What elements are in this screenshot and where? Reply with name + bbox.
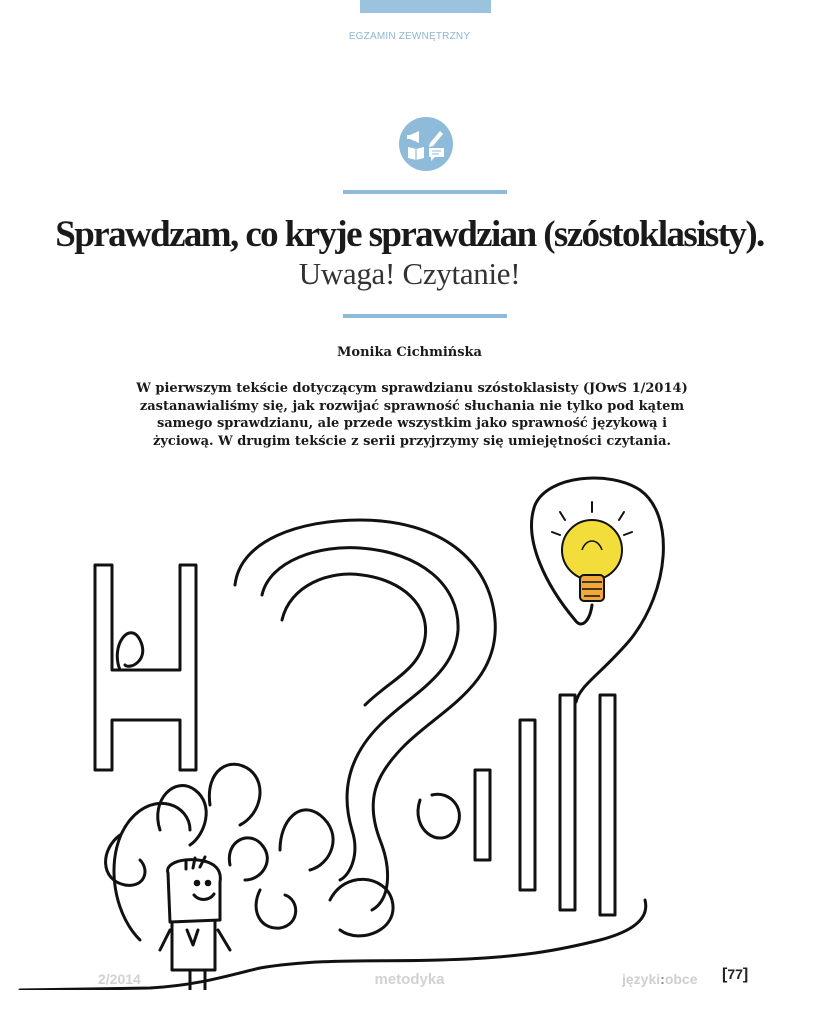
page-bracket-close: ] bbox=[742, 966, 749, 983]
category-badge bbox=[399, 117, 453, 171]
footer-brand bbox=[622, 971, 698, 987]
page-bracket-open: [ bbox=[722, 966, 728, 983]
lightbulb-icon bbox=[552, 502, 632, 601]
footer-brand-a: języki bbox=[622, 971, 661, 987]
article-subtitle: Uwaga! Czytanie! bbox=[298, 256, 521, 291]
title-rule-top bbox=[343, 190, 507, 194]
footer-brand-b: obce bbox=[664, 971, 698, 987]
footer-issue: 2/2014 bbox=[98, 971, 141, 987]
maze-lightbulb-man-illustration bbox=[0, 470, 819, 990]
footer-section: metodyka bbox=[374, 971, 445, 988]
title-rule-bottom bbox=[343, 314, 507, 318]
article-author: Monika Cichmińska bbox=[337, 345, 482, 360]
footer-brand-sep: : bbox=[660, 971, 665, 987]
article-lead: W pierwszym tekście dotyczącym sprawdzianu szóstoklasisty (JOwS 1/2014) zastanawialiśmy się, jak rozwijać sprawność słuchania nie tylko pod kątem samego sprawdzianu, ale przede wszystkim jako sprawność językową i życiową. W drugim tekście z serii przyjrzymy się umiejętności czytania. bbox=[136, 381, 688, 449]
page-number bbox=[722, 966, 748, 984]
section-label: EGZAMIN ZEWNĘTRZNY bbox=[348, 31, 471, 42]
page-number-value: 77 bbox=[727, 966, 743, 982]
article-title: Sprawdzam, co kryje sprawdzian (szóstoklasisty). bbox=[55, 214, 764, 255]
header-tab bbox=[360, 0, 491, 13]
megaphone-pencil-book-chat-icon bbox=[399, 117, 453, 171]
